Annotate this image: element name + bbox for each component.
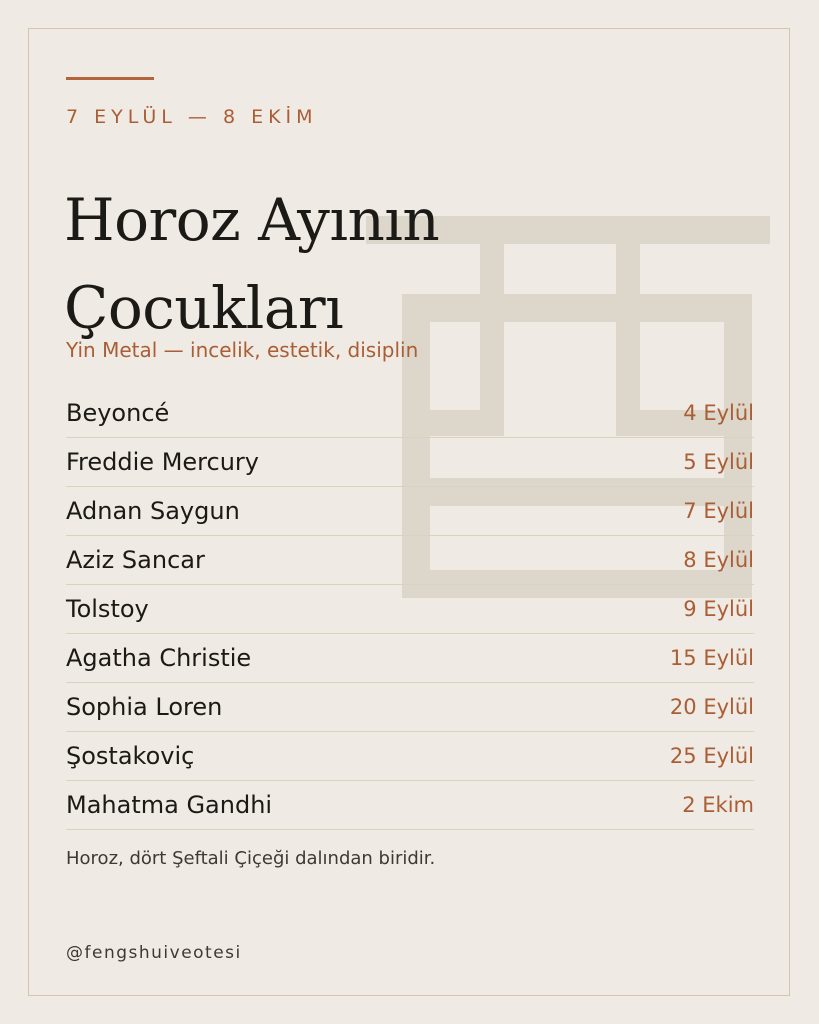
birth-date: 20 Eylül <box>669 695 754 719</box>
people-list <box>66 389 754 830</box>
person-name: Sophia Loren <box>66 693 223 721</box>
person-name: Freddie Mercury <box>66 448 259 476</box>
list-item <box>66 683 754 732</box>
list-item <box>66 438 754 487</box>
list-item <box>66 389 754 438</box>
list-item <box>66 585 754 634</box>
page-title: Horoz Ayının Çocukları <box>64 186 440 342</box>
birth-date: 7 Eylül <box>683 499 754 523</box>
list-item <box>66 781 754 830</box>
birth-date: 15 Eylül <box>669 646 754 670</box>
person-name: Beyoncé <box>66 399 170 427</box>
subtitle: Yin Metal — incelik, estetik, disiplin <box>66 338 419 362</box>
person-name: Mahatma Gandhi <box>66 791 273 819</box>
person-name: Şostakoviç <box>66 742 195 770</box>
person-name: Agatha Christie <box>66 644 252 672</box>
list-item <box>66 487 754 536</box>
footer-note: Horoz, dört Şeftali Çiçeği dalından biridir. <box>66 848 436 869</box>
birth-date: 9 Eylül <box>683 597 754 621</box>
birth-date: 25 Eylül <box>669 744 754 768</box>
birth-date: 5 Eylül <box>683 450 754 474</box>
list-item <box>66 536 754 585</box>
birth-date: 2 Ekim <box>682 793 754 817</box>
list-item <box>66 732 754 781</box>
birth-date: 8 Eylül <box>683 548 754 572</box>
person-name: Aziz Sancar <box>66 546 205 574</box>
birth-date: 4 Eylül <box>683 401 754 425</box>
list-item <box>66 634 754 683</box>
person-name: Adnan Saygun <box>66 497 240 525</box>
social-handle: @fengshuiveotesi <box>66 943 242 963</box>
date-range: 7 EYLÜL — 8 EKİM <box>66 106 318 128</box>
accent-line <box>66 77 154 80</box>
person-name: Tolstoy <box>66 595 149 623</box>
